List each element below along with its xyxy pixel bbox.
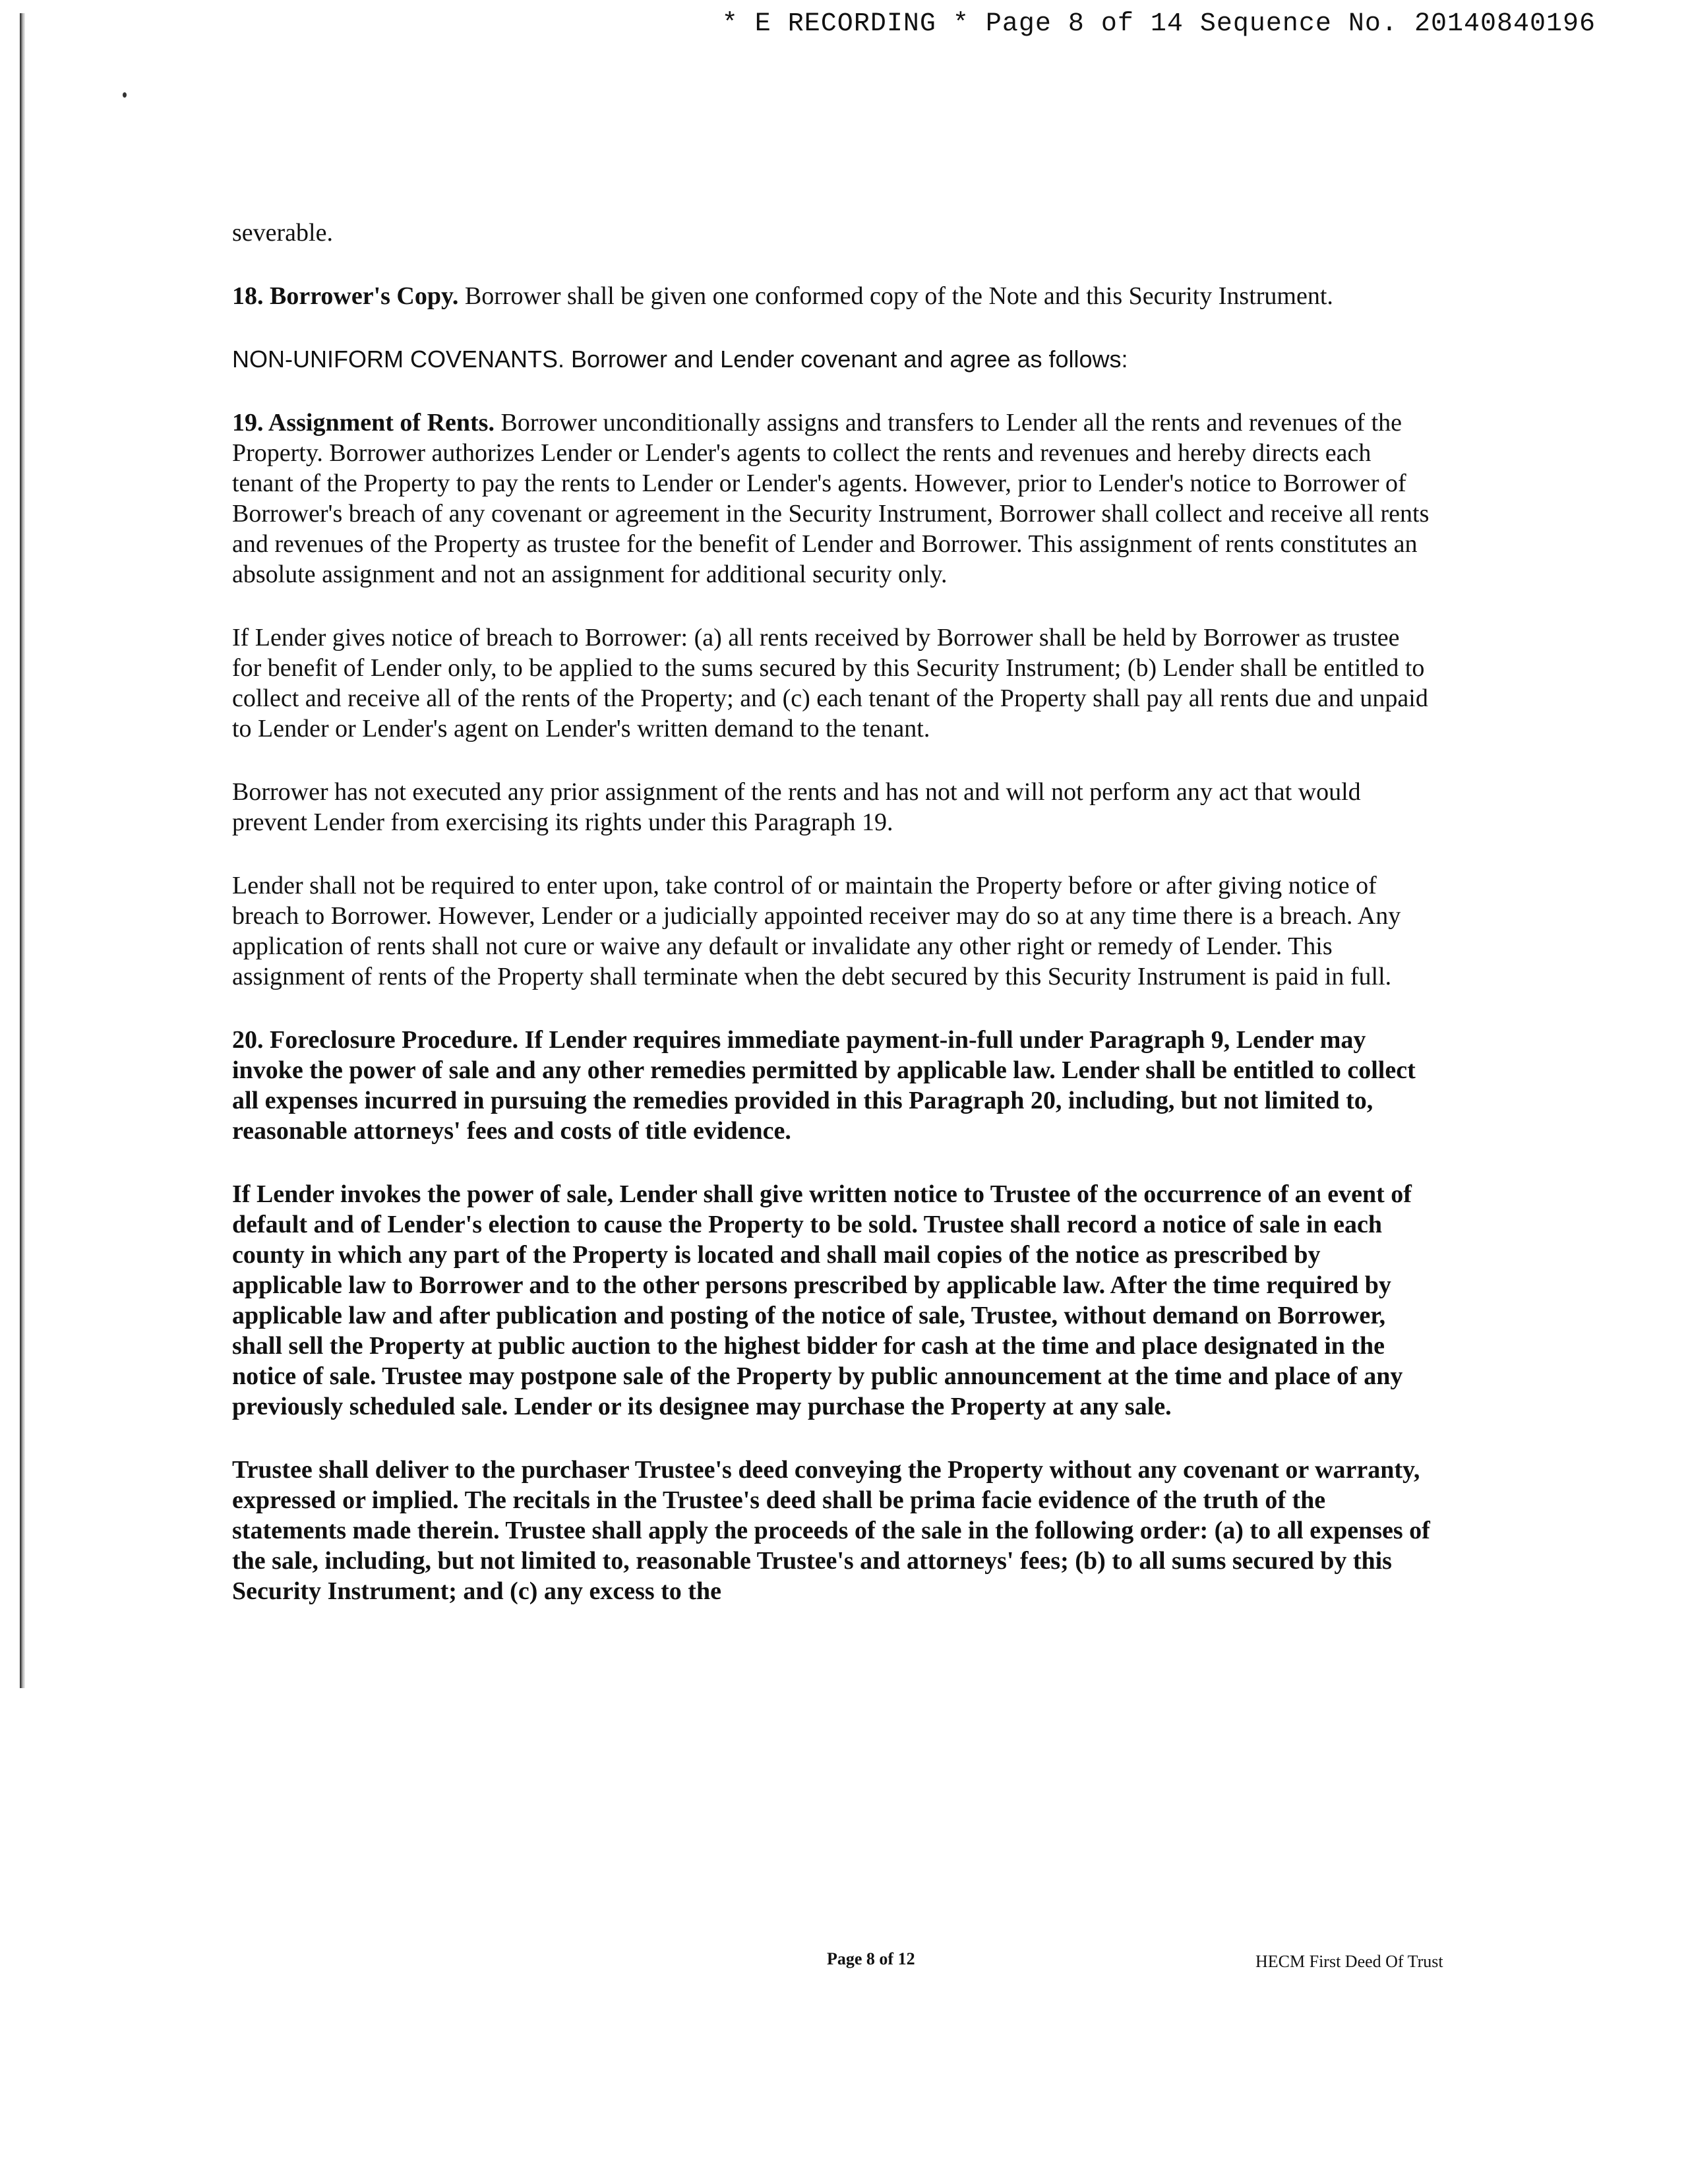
paragraph-lender-control: Lender shall not be required to enter upon, take control of or maintain the Property before or after giving notice of breach to Borrower. However, Lender or a judicially appointed receiver may do so at any time there is a breach. Any application of rents shall not cure or waive any default or invalidate any other right or remedy of Lender. This assignment of rents of the Property shall terminate when the debt secured by this Security Instrument is paid in full. (232, 872, 1401, 990)
section-heading-19: 19. Assignment of Rents. (232, 409, 495, 437)
paragraph-assignment-of-rents (232, 408, 1432, 590)
scan-edge (20, 13, 25, 1688)
document-body (232, 218, 1432, 1639)
paragraph-severable: severable. (232, 219, 333, 247)
paragraph-trustee-deed: Trustee shall deliver to the purchaser Trustee's deed conveying the Property without any covenant or warranty, expressed or implied. The recitals in the Trustee's deed shall be prima facie evidence of the truth of the statements made therein. Trustee shall apply the proceeds of the sale in the following order: (a) to all expenses of the sale, including, but not limited to, reasonable Trustee's and attorneys' fees; (b) to all sums secured by this Security Instrument; and (c) any excess to the (232, 1456, 1430, 1605)
recording-stamp: * E RECORDING * Page 8 of 14 Sequence No. 20140840196 (721, 9, 1596, 39)
footer-page-number: Page 8 of 12 (827, 1949, 915, 1968)
paragraph-notice-of-breach: If Lender gives notice of breach to Borrower: (a) all rents received by Borrower shall be held by Borrower as trustee for benefit of Lender only, to be applied to the sums secured by this Security Instrument; (b) Lender shall be entitled to collect and receive all of the rents of the Property; and (c) each tenant of the Property shall pay all rents due and unpaid to Lender or Lender's agent on Lender's written demand to the tenant. (232, 624, 1428, 743)
paragraph-prior-assignment: Borrower has not executed any prior assignment of the rents and has not and will not perform any act that would prevent Lender from exercising its rights under this Paragraph 19. (232, 778, 1361, 836)
footer-document-title: HECM First Deed Of Trust (1255, 1952, 1443, 1971)
paragraph-text: Borrower shall be given one conformed copy of the Note and this Security Instrument. (458, 282, 1333, 310)
non-uniform-covenants-heading: NON-UNIFORM COVENANTS. Borrower and Lender covenant and agree as follows: (232, 346, 1128, 373)
paragraph-power-of-sale: If Lender invokes the power of sale, Lender shall give written notice to Trustee of the occurrence of an event of default and of Lender's election to cause the Property to be sold. Trustee shall record a notice of sale in each county in which any part of the Property is located and shall mail copies of the notice as prescribed by applicable law to Borrower and to the other persons prescribed by applicable law. After the time required by applicable law and after publication and posting of the notice of sale, Trustee, without demand on Borrower, shall sell the Property at public auction to the highest bidder for cash at the time and place designated in the notice of sale. Trustee may postpone sale of the Property by public announcement at the time and place of any previously scheduled sale. Lender or its designee may purchase the Property at any sale. (232, 1180, 1412, 1420)
scan-speck (123, 92, 127, 98)
section-heading-18: 18. Borrower's Copy. (232, 282, 459, 310)
paragraph-foreclosure-procedure: 20. Foreclosure Procedure. If Lender requires immediate payment-in-full under Paragraph 9, Lender may invoke the power of sale and any other remedies permitted by applicable law. Lender shall be entitled to collect all expenses incurred in pursuing the remedies provided in this Paragraph 20, including, but not limited to, reasonable attorneys' fees and costs of title evidence. (232, 1026, 1416, 1145)
paragraph-borrowers-copy (232, 281, 1432, 311)
paragraph-text: Borrower unconditionally assigns and transfers to Lender all the rents and revenues of the Property. Borrower authorizes Lender or Lender's agents to collect the rents and revenues and hereby directs each tenant of the Property to pay the rents to Lender or Lender's agents. However, prior to Lender's notice to Borrower of Borrower's breach of any covenant or agreement in the Security Instrument, Borrower shall collect and receive all rents and revenues of the Property as trustee for the benefit of Lender and Borrower. This assignment of rents constitutes an absolute assignment and not an assignment for additional security only. (232, 409, 1430, 588)
